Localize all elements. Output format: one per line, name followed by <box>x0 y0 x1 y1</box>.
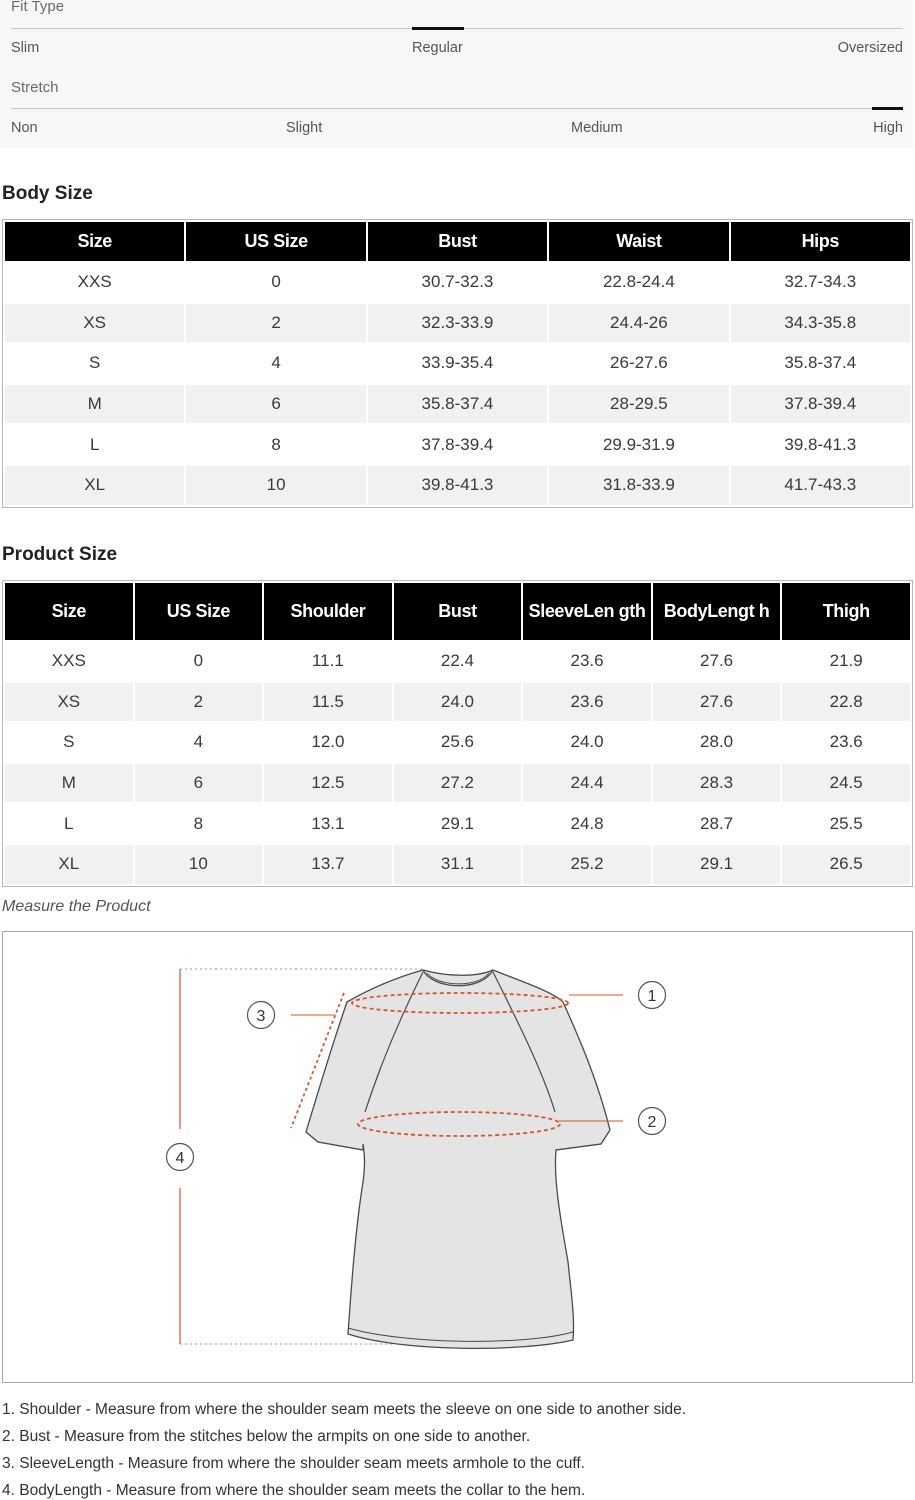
table-cell: L <box>89 434 100 454</box>
table-cell: 25.2 <box>523 845 651 884</box>
fit-panel <box>0 0 913 148</box>
table-row <box>5 642 910 681</box>
fit-type-option-oversized: Oversized <box>837 40 903 56</box>
table-cell: 28.0 <box>700 732 734 752</box>
table-cell: 25.6 <box>440 732 475 752</box>
table-cell: 31.1 <box>394 845 522 884</box>
column-header: Waist <box>549 222 728 261</box>
stretch-scale <box>11 108 903 109</box>
table-cell: 26.5 <box>782 845 910 884</box>
callout-4-label: 4 <box>175 1150 185 1167</box>
table-cell: M <box>5 385 184 424</box>
table-cell: 6 <box>135 764 263 803</box>
table-cell: 27.2 <box>394 764 522 803</box>
table-cell: 12.0 <box>311 732 345 752</box>
table-cell: 37.8-39.4 <box>421 434 494 454</box>
table-cell: 27.6 <box>653 683 781 722</box>
table-cell: 22.4 <box>440 651 475 671</box>
measure-instructions <box>2 1396 913 1500</box>
table-cell: 24.0 <box>570 732 604 752</box>
table-cell: 23.6 <box>829 732 863 752</box>
table-cell: 23.6 <box>570 651 604 671</box>
instruction-item: 1. Shoulder - Measure from where the shoulder seam meets the sleeve on one side to another side. <box>2 1401 687 1418</box>
stretch-selected-marker <box>872 107 903 110</box>
column-header: BodyLengt h <box>653 583 781 640</box>
table-cell: 24.8 <box>570 813 604 833</box>
table-cell: 27.6 <box>700 651 734 671</box>
table-cell: 11.1 <box>311 651 344 671</box>
column-header: Size <box>5 222 184 261</box>
table-cell: XXS <box>51 651 86 671</box>
table-cell: XS <box>5 304 184 343</box>
column-header: Thigh <box>782 583 910 640</box>
table-cell: XL <box>5 845 133 884</box>
callout-3-label: 3 <box>256 1008 266 1025</box>
table-cell: XL <box>5 466 184 505</box>
table-cell: 21.9 <box>829 651 863 671</box>
table-cell: 33.9-35.4 <box>421 353 494 373</box>
table-cell: 29.1 <box>653 845 781 884</box>
table-cell: 39.8-41.3 <box>784 434 857 454</box>
callout-4-icon <box>167 1144 194 1171</box>
fit-type-option-slim: Slim <box>11 40 40 56</box>
table-row <box>5 263 910 302</box>
table-cell: 34.3-35.8 <box>731 304 910 343</box>
stretch-option-slight: Slight <box>286 120 323 136</box>
measure-diagram-box <box>2 931 913 1383</box>
table-cell: 35.8-37.4 <box>784 353 857 373</box>
callout-2-label: 2 <box>647 1114 657 1131</box>
table-cell: 24.5 <box>782 764 910 803</box>
table-row <box>5 425 910 464</box>
table-cell: 13.1 <box>311 813 345 833</box>
table-cell: 29.1 <box>440 813 475 833</box>
table-cell: 32.7-34.3 <box>784 272 857 292</box>
table-cell: XS <box>5 683 133 722</box>
table-row <box>5 385 910 424</box>
table-cell: 24.4-26 <box>549 304 728 343</box>
table-cell: 8 <box>271 434 281 454</box>
table-cell: S <box>63 732 75 752</box>
body-size-table <box>2 219 913 508</box>
product-size-table <box>2 580 913 887</box>
table-cell: 29.9-31.9 <box>602 434 675 454</box>
table-cell: 10 <box>135 845 263 884</box>
fit-type-label: Fit Type <box>11 0 65 15</box>
table-cell: 28.3 <box>653 764 781 803</box>
table-cell: 22.8 <box>782 683 910 722</box>
column-header: US Size <box>186 222 365 261</box>
fit-type-option-regular: Regular <box>412 40 463 56</box>
table-header-row <box>5 222 910 261</box>
table-cell: 41.7-43.3 <box>731 466 910 505</box>
callout-3-icon <box>248 1002 275 1029</box>
callout-2-icon <box>639 1108 666 1135</box>
table-row <box>5 344 910 383</box>
table-cell: 39.8-41.3 <box>368 466 547 505</box>
measure-title: Measure the Product <box>2 898 151 915</box>
column-header: Shoulder <box>264 583 392 640</box>
instruction-item: 3. SleeveLength - Measure from where the shoulder seam meets armhole to the cuff. <box>2 1455 585 1472</box>
table-cell: 35.8-37.4 <box>368 385 547 424</box>
table-row <box>5 304 910 343</box>
table-cell: 28.7 <box>700 813 734 833</box>
table-row <box>5 723 910 762</box>
product-size-title: Product Size <box>2 544 118 565</box>
table-cell: 12.5 <box>264 764 392 803</box>
table-cell: 2 <box>135 683 263 722</box>
table-cell: S <box>89 353 101 373</box>
table-cell: 28-29.5 <box>549 385 728 424</box>
column-header: Hips <box>731 222 910 261</box>
table-cell: 32.3-33.9 <box>368 304 547 343</box>
stretch-option-high: High <box>873 120 903 136</box>
table-cell: 24.4 <box>523 764 651 803</box>
table-row <box>5 466 910 505</box>
table-cell: 0 <box>193 651 204 671</box>
table-cell: 30.7-32.3 <box>421 272 494 292</box>
table-cell: 26-27.6 <box>610 353 668 373</box>
fit-type-selected-marker <box>412 27 464 30</box>
table-cell: 13.7 <box>264 845 392 884</box>
table-row <box>5 804 910 843</box>
column-header: Bust <box>394 583 522 640</box>
column-header: Size <box>5 583 133 640</box>
column-header: SleeveLen gth <box>523 583 651 640</box>
column-header: US Size <box>135 583 263 640</box>
instruction-item: 4. BodyLength - Measure from where the shoulder seam meets the collar to the hem. <box>2 1482 586 1499</box>
table-cell: 4 <box>193 732 204 752</box>
table-cell: 8 <box>193 813 204 833</box>
table-cell: M <box>5 764 133 803</box>
stretch-label: Stretch <box>11 79 59 96</box>
tshirt-shape <box>306 970 610 1348</box>
table-cell: L <box>64 813 74 833</box>
table-cell: XXS <box>77 272 112 292</box>
table-row <box>5 764 910 803</box>
instruction-item: 2. Bust - Measure from the stitches below the armpits on one side to another. <box>2 1428 531 1445</box>
table-cell: 2 <box>186 304 365 343</box>
body-size-title: Body Size <box>2 183 93 204</box>
table-row <box>5 845 910 884</box>
table-header-row <box>5 583 910 640</box>
table-cell: 0 <box>271 272 281 292</box>
callout-1-icon <box>639 982 666 1009</box>
table-cell: 4 <box>271 353 281 373</box>
table-cell: 31.8-33.9 <box>549 466 728 505</box>
tshirt-diagram <box>3 932 912 1382</box>
table-cell: 37.8-39.4 <box>731 385 910 424</box>
table-cell: 6 <box>186 385 365 424</box>
table-cell: 24.0 <box>394 683 522 722</box>
column-header: Bust <box>368 222 547 261</box>
table-cell: 10 <box>186 466 365 505</box>
table-cell: 22.8-24.4 <box>602 272 675 292</box>
callout-1-label: 1 <box>647 988 657 1005</box>
table-cell: 11.5 <box>264 683 392 722</box>
table-cell: 23.6 <box>523 683 651 722</box>
stretch-option-medium: Medium <box>571 120 623 136</box>
table-cell: 25.5 <box>829 813 863 833</box>
stretch-option-non: Non <box>11 120 38 136</box>
table-row <box>5 683 910 722</box>
